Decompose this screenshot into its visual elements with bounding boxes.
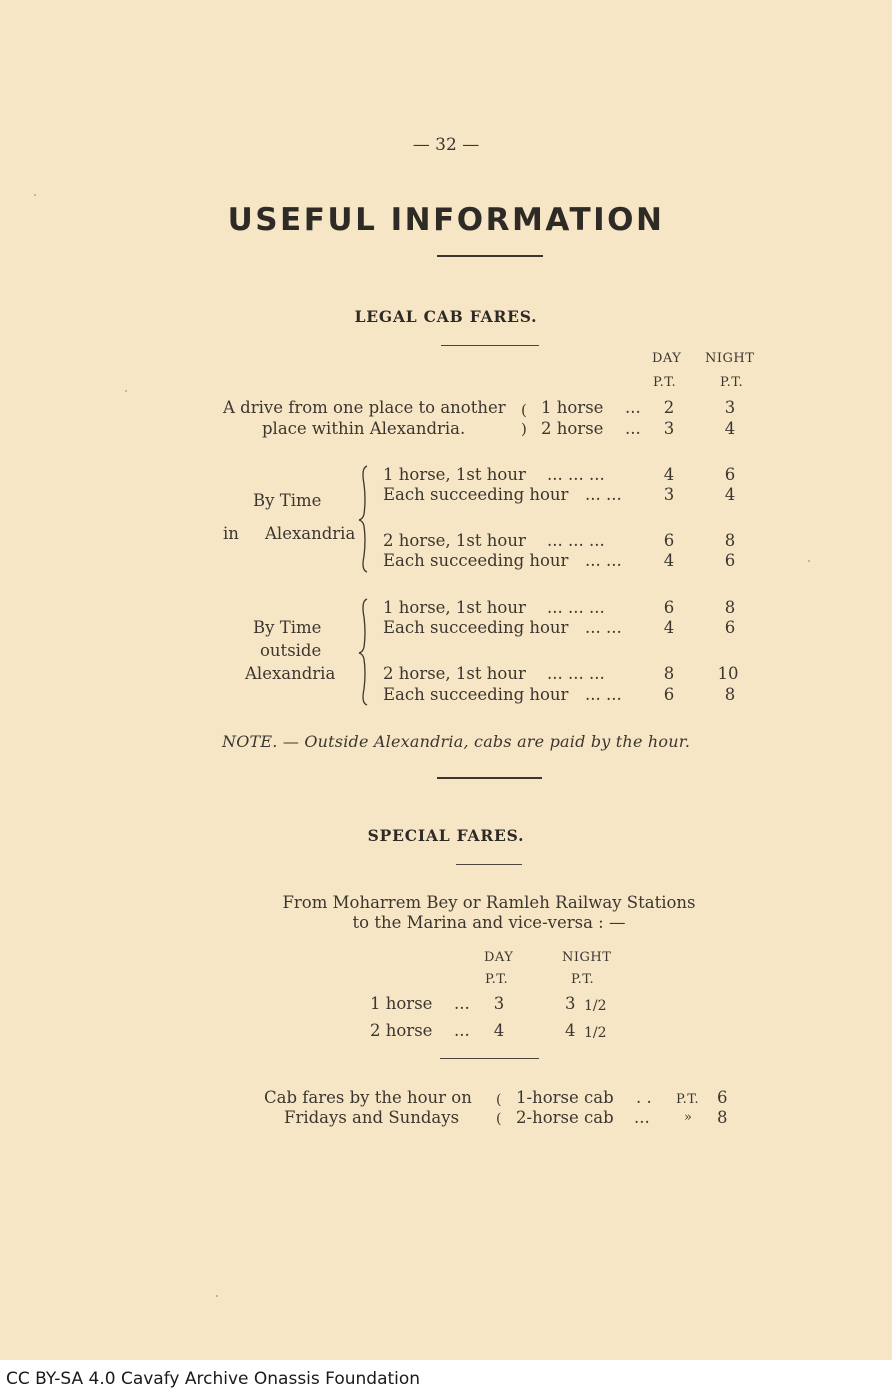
day-column-header: DAY	[484, 950, 514, 965]
dot-leader: ...	[625, 419, 641, 438]
paper-speck	[34, 194, 36, 196]
fare-item: 1 horse	[370, 994, 433, 1013]
day-unit: P.T.	[485, 972, 509, 987]
time-out-label: By Time	[253, 618, 322, 637]
night-fare: 3	[565, 994, 576, 1013]
night-fare: 6	[724, 618, 736, 637]
hour-fare: 6	[717, 1088, 728, 1107]
paper-speck	[216, 1295, 218, 1297]
night-column-header: NIGHT	[705, 351, 755, 366]
night-fare: 4	[565, 1021, 576, 1040]
dot-leader: ... ... ...	[547, 664, 605, 683]
dot-leader: ... ...	[585, 551, 622, 570]
brace-icon	[357, 464, 373, 574]
night-fare: 8	[724, 685, 736, 704]
night-fare: 4	[724, 485, 736, 504]
fare-item: 2-horse cab	[516, 1108, 614, 1127]
fare-item: 1 horse, 1st hour	[383, 465, 526, 484]
time-out-label: outside	[260, 641, 322, 660]
night-fare: 8	[724, 598, 736, 617]
dot-leader: ...	[634, 1108, 650, 1127]
fare-item: 2 horse	[370, 1021, 433, 1040]
night-fare: 8	[724, 531, 736, 550]
night-fare: 3	[724, 398, 736, 417]
night-column-header: NIGHT	[562, 950, 612, 965]
fare-item: Each succeeding hour	[383, 685, 569, 704]
page-number: — 32 —	[412, 135, 480, 155]
day-fare: 8	[663, 664, 675, 683]
hour-fare: 8	[717, 1108, 728, 1127]
drive-label: A drive from one place to another	[223, 398, 506, 417]
section-rule	[440, 1058, 539, 1059]
brace-icon	[357, 597, 373, 707]
section-rule	[441, 345, 539, 346]
dot-leader: ... ...	[585, 485, 622, 504]
price-unit: P.T.	[676, 1092, 700, 1107]
day-fare: 4	[493, 1021, 505, 1040]
night-fare: 4	[724, 419, 736, 438]
day-unit: P.T.	[653, 375, 677, 390]
ditto-mark: »	[684, 1110, 692, 1125]
day-fare: 3	[493, 994, 505, 1013]
time-in-label: Alexandria	[265, 524, 356, 543]
page-title: USEFUL INFORMATION	[227, 202, 665, 238]
day-column-header: DAY	[652, 351, 682, 366]
day-fare: 6	[663, 531, 675, 550]
dot-leader: ... ... ...	[547, 598, 605, 617]
special-fares-heading: SPECIAL FARES.	[367, 826, 525, 845]
time-in-label: in	[223, 524, 239, 543]
day-fare: 3	[663, 485, 675, 504]
time-in-label: By Time	[253, 491, 322, 510]
fare-item: 1 horse, 1st hour	[383, 598, 526, 617]
brace-icon: ( )	[521, 401, 527, 438]
fare-note: NOTE. — Outside Alexandria, cabs are paid by the hour.	[222, 732, 691, 751]
drive-label: place within Alexandria.	[262, 419, 466, 438]
dot-leader: . .	[636, 1088, 652, 1107]
hour-fares-label: Cab fares by the hour on	[264, 1088, 472, 1107]
day-fare: 3	[663, 419, 675, 438]
paper-speck	[125, 390, 127, 392]
day-fare: 2	[663, 398, 675, 417]
paper-speck	[808, 560, 810, 562]
day-fare: 6	[663, 685, 675, 704]
day-fare: 4	[663, 465, 675, 484]
title-underline	[437, 255, 543, 257]
night-unit: P.T.	[720, 375, 744, 390]
dot-leader: ... ... ...	[547, 531, 605, 550]
day-fare: 4	[663, 551, 675, 570]
special-fares-intro: to the Marina and vice-versa : —	[352, 913, 626, 932]
dot-leader: ... ...	[585, 618, 622, 637]
credit-text: CC BY-SA 4.0 Cavafy Archive Onassis Foundation	[6, 1369, 421, 1389]
night-fare: 6	[724, 465, 736, 484]
fare-item: Each succeeding hour	[383, 618, 569, 637]
fare-item: 2 horse, 1st hour	[383, 531, 526, 550]
fare-item: 2 horse	[541, 419, 604, 438]
legal-fares-heading: LEGAL CAB FARES.	[354, 307, 538, 326]
dot-leader: ...	[454, 1021, 470, 1040]
fare-item: 1 horse	[541, 398, 604, 417]
time-out-label: Alexandria	[245, 664, 336, 683]
dot-leader: ... ... ...	[547, 465, 605, 484]
hour-fares-label: Fridays and Sundays	[284, 1108, 460, 1127]
section-rule	[456, 864, 522, 865]
section-divider	[437, 777, 542, 779]
fare-item: Each succeeding hour	[383, 485, 569, 504]
day-fare: 4	[663, 618, 675, 637]
dot-leader: ... ...	[585, 685, 622, 704]
fare-item: 2 horse, 1st hour	[383, 664, 526, 683]
night-fare-fraction: 1/2	[584, 1025, 607, 1041]
special-fares-intro: From Moharrem Bey or Ramleh Railway Stations	[282, 893, 696, 912]
dot-leader: ...	[454, 994, 470, 1013]
night-unit: P.T.	[571, 972, 595, 987]
night-fare-fraction: 1/2	[584, 998, 607, 1014]
night-fare: 6	[724, 551, 736, 570]
night-fare: 10	[717, 664, 739, 683]
fare-item: 1-horse cab	[516, 1088, 614, 1107]
dot-leader: ...	[625, 398, 641, 417]
brace-icon: ( (	[496, 1092, 502, 1127]
day-fare: 6	[663, 598, 675, 617]
fare-item: Each succeeding hour	[383, 551, 569, 570]
